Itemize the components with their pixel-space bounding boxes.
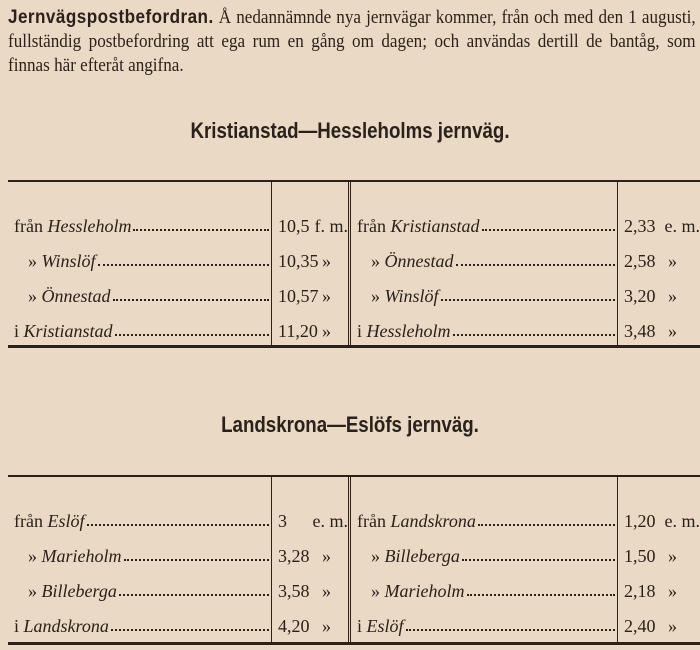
time-row <box>618 567 700 602</box>
station-prefix: » <box>28 251 42 271</box>
time-row <box>272 532 348 567</box>
station-prefix: » <box>371 546 385 566</box>
dot-leader <box>456 264 616 266</box>
time-row <box>272 497 348 532</box>
dot-leader <box>462 559 615 561</box>
time-row <box>272 307 348 342</box>
station-prefix: från <box>357 511 391 531</box>
station-name: Winslöf <box>41 251 96 271</box>
station-row <box>351 202 617 237</box>
stations-column <box>351 477 617 642</box>
station-row <box>351 237 617 272</box>
dot-leader <box>482 229 615 231</box>
stations-column <box>351 182 617 345</box>
dot-leader <box>111 629 269 631</box>
station-name: Eslöf <box>366 616 404 636</box>
time-unit: » <box>668 546 677 566</box>
section-title-landskrona: Landskrona—Eslöfs jernväg. <box>221 412 479 437</box>
dot-leader <box>98 264 269 266</box>
times-column <box>617 477 700 642</box>
dot-leader <box>441 299 615 301</box>
times-column <box>271 182 348 345</box>
station-name: Marieholm <box>384 581 465 601</box>
station-prefix: » <box>28 286 42 306</box>
station-name: Hessleholm <box>47 216 132 236</box>
station-prefix: från <box>357 216 391 236</box>
departure-time: 11,20 <box>278 321 318 341</box>
time-row <box>618 272 700 307</box>
times-column <box>617 182 700 345</box>
timetable-kristianstad <box>8 180 700 348</box>
time-unit: » <box>322 321 331 341</box>
station-row <box>351 567 617 602</box>
station-name: Önnestad <box>384 251 454 271</box>
station-name: Önnestad <box>41 286 111 306</box>
time-row <box>272 602 348 637</box>
departure-time: 3,20 <box>624 286 656 306</box>
station-prefix: » <box>28 546 42 566</box>
station-name: Kristianstad <box>23 321 113 341</box>
dot-leader <box>406 629 615 631</box>
time-row <box>618 202 700 237</box>
time-unit: e. m. <box>664 216 700 236</box>
station-name: Hessleholm <box>366 321 451 341</box>
station-row <box>8 497 271 532</box>
station-prefix: i <box>357 321 367 341</box>
station-row <box>351 272 617 307</box>
station-row <box>351 497 617 532</box>
section-title-kristianstad: Kristianstad—Hessleholms jernväg. <box>190 118 510 143</box>
time-unit: » <box>322 286 331 306</box>
time-row <box>272 237 348 272</box>
time-unit: » <box>322 581 331 601</box>
departure-time: 3 <box>278 511 287 531</box>
time-row <box>618 532 700 567</box>
timetable-left-half <box>8 182 351 345</box>
station-row <box>351 532 617 567</box>
station-row <box>8 567 271 602</box>
departure-time: 2,40 <box>624 616 656 636</box>
departure-time: 3,58 <box>278 581 310 601</box>
station-row <box>8 202 271 237</box>
station-name: Winslöf <box>384 286 439 306</box>
station-name: Billeberga <box>384 546 460 566</box>
station-prefix: från <box>14 216 48 236</box>
dot-leader <box>115 334 269 336</box>
station-row <box>351 307 617 342</box>
timetable-right-half <box>351 477 700 642</box>
time-row <box>618 237 700 272</box>
time-row <box>272 567 348 602</box>
time-row <box>272 272 348 307</box>
dot-leader <box>133 229 269 231</box>
dot-leader <box>124 559 270 561</box>
time-unit: f. m. <box>314 216 348 236</box>
station-row <box>8 602 271 637</box>
station-name: Landskrona <box>390 511 476 531</box>
station-name: Billeberga <box>41 581 117 601</box>
departure-time: 10,35 <box>278 251 319 271</box>
station-row <box>8 532 271 567</box>
dot-leader <box>119 594 269 596</box>
dot-leader <box>113 299 270 301</box>
time-unit: » <box>322 546 331 566</box>
intro-text: Å nedannämnde nya jernvägar kommer, från och med den 1 augusti, fullständig postbefordring att ega rum en gång om dagen; och användas dertill de bantåg, som finnas här efteråt angifna. <box>8 7 696 76</box>
station-row <box>8 272 271 307</box>
departure-time: 1,20 <box>624 511 656 531</box>
station-prefix: » <box>371 286 385 306</box>
station-row <box>8 307 271 342</box>
station-prefix: » <box>371 251 385 271</box>
station-name: Eslöf <box>47 511 85 531</box>
dot-leader <box>87 524 270 526</box>
station-prefix: i <box>357 616 367 636</box>
dot-leader <box>478 524 615 526</box>
time-unit: » <box>322 251 331 271</box>
departure-time: 3,28 <box>278 546 310 566</box>
timetable-landskrona <box>8 475 700 645</box>
station-name: Kristianstad <box>390 216 480 236</box>
time-row <box>618 497 700 532</box>
station-prefix: i <box>14 321 24 341</box>
time-unit: e. m. <box>312 511 348 531</box>
time-unit: » <box>668 286 677 306</box>
departure-time: 1,50 <box>624 546 656 566</box>
timetable-left-half <box>8 477 351 642</box>
time-row <box>272 202 348 237</box>
departure-time: 3,48 <box>624 321 656 341</box>
departure-time: 4,20 <box>278 616 310 636</box>
station-prefix: i <box>14 616 24 636</box>
dot-leader <box>467 594 616 596</box>
station-name: Landskrona <box>23 616 109 636</box>
station-row <box>351 602 617 637</box>
departure-time: 10,5 <box>278 216 310 236</box>
station-name: Marieholm <box>41 546 122 566</box>
intro-lead: Jernvägspostbefordran. <box>8 7 214 28</box>
time-unit: » <box>322 616 331 636</box>
departure-time: 2,58 <box>624 251 656 271</box>
departure-time: 2,18 <box>624 581 656 601</box>
timetable-right-half <box>351 182 700 345</box>
station-prefix: från <box>14 511 48 531</box>
departure-time: 10,57 <box>278 286 319 306</box>
intro-paragraph <box>8 6 696 78</box>
station-row <box>8 237 271 272</box>
dot-leader <box>453 334 615 336</box>
times-column <box>271 477 348 642</box>
station-prefix: » <box>371 581 385 601</box>
time-unit: » <box>668 251 677 271</box>
time-row <box>618 602 700 637</box>
time-unit: e. m. <box>664 511 700 531</box>
time-unit: » <box>668 321 677 341</box>
time-unit: » <box>668 616 677 636</box>
time-unit: » <box>668 581 677 601</box>
stations-column <box>8 182 271 345</box>
departure-time: 2,33 <box>624 216 656 236</box>
station-prefix: » <box>28 581 42 601</box>
time-row <box>618 307 700 342</box>
stations-column <box>8 477 271 642</box>
